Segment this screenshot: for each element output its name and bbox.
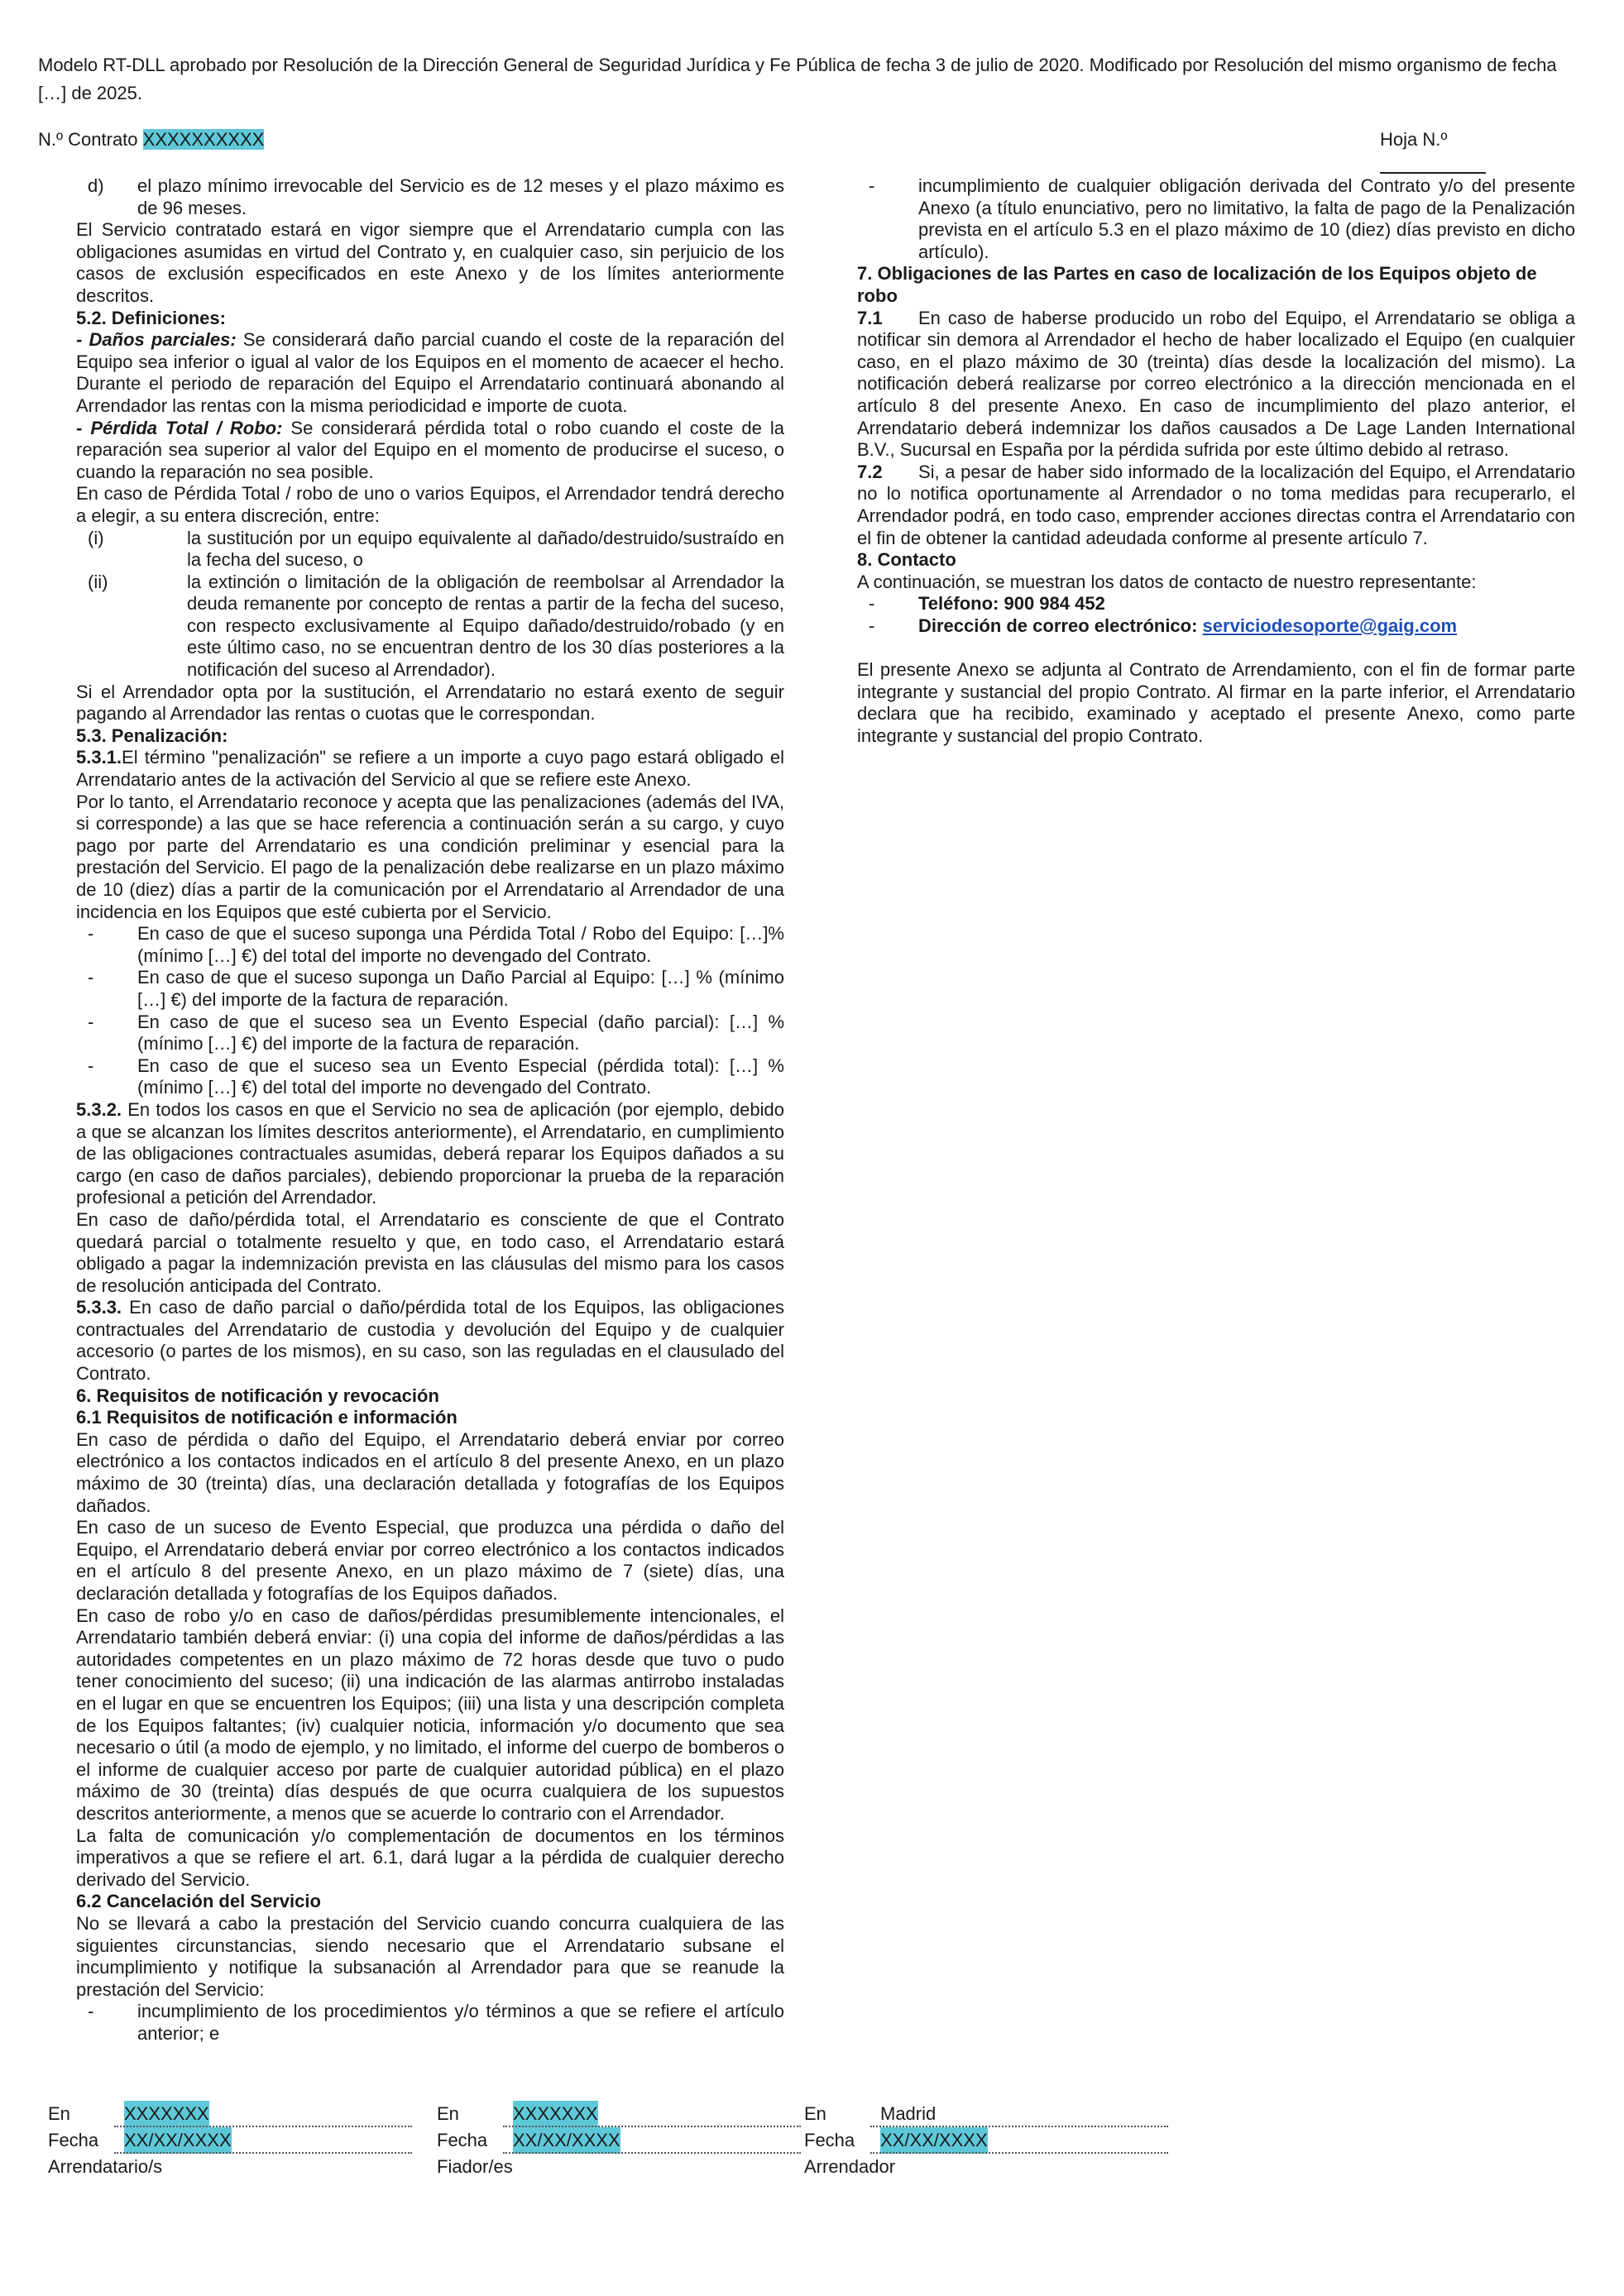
heading-8: 8. Contacto — [857, 549, 956, 571]
dash-bullet: - — [869, 615, 875, 636]
clause-text: Si, a pesar de haber sido informado de la localización del Equipo, el Arrendatario no lo notifica oportunamente al Arrendador o no toma medidas para recuperarlo, el Arrendador podrá, en todo caso, emprender acciones directas contra el Arrendatario con el fin de obtener la cantidad adeudada conforme al presente artículo 7. — [857, 461, 1575, 548]
penalty-item — [76, 923, 784, 967]
cancel-item — [857, 175, 1575, 263]
fecha-label: Fecha — [48, 2130, 99, 2150]
email-link[interactable]: serviciodesoporte@gaig.com — [1202, 615, 1458, 636]
spacer — [857, 637, 1575, 659]
dash-bullet: - — [88, 923, 94, 945]
paragraph-final: El presente Anexo se adjunta al Contrato de Arrendamiento, con el fin de formar parte integrante y sustancial del propio Contrato. Al firmar en la parte inferior, el Arrendatario declara que ha recibido, examinado y aceptado el presente Anexo, como parte integrante y sustancial del propio Contrato. — [857, 659, 1575, 746]
heading-6-1: 6.1 Requisitos de notificación e información — [76, 1407, 457, 1428]
paragraph-eleccion: En caso de Pérdida Total / robo de uno o varios Equipos, el Arrendador tendrá derecho a elegir, a su entera discreción, entre: — [76, 483, 784, 526]
fecha-label: Fecha — [437, 2130, 488, 2150]
clause-text: En caso de haberse producido un robo del Equipo, el Arrendatario se obliga a notificar sin demora al Arrendador el hecho de haber localizado el Equipo (en cualquier caso, en el plazo máximo de 30 (treinta) días desde la localización del mismo). La notificación deberá realizarse por correo electrónico a la dirección mencionada en el artículo 8 del presente Anexo. En caso de incumplimiento del plazo anterior, el Arrendatario deberá indemnizar los daños causados a De Lage Landen International B.V., Sucursal en España por la pérdida sufrida por este último debido al retraso. — [857, 307, 1575, 461]
date-field[interactable]: XX/XX/XXXX — [513, 2127, 620, 2154]
clause-number: 7.1 — [857, 307, 883, 328]
paragraph-por-lo-tanto: Por lo tanto, el Arrendatario reconoce y acepta que las penalizaciones (además del IVA, si corresponde) a las que se hace referencia a continuación serán a su cargo, y cuyo pago por parte del Arrendatario es una condición preliminar y esencial para la prestación del Servicio. El pago de la penalización debe realizarse en un plazo máximo de 10 (diez) días a partir de la comunicación por el Arrendatario al Arrendador de una incidencia en los Equipos que esté cubierta por el Servicio. — [76, 791, 784, 922]
dash-bullet: - — [88, 967, 94, 988]
right-column — [857, 175, 1575, 747]
list-text: la extinción o limitación de la obligación de reembolsar al Arrendador la deuda remanente por concepto de rentas a partir de la fecha del suceso, con respecto exclusivamente al Equipo dañado/destruido/robado (y en este último caso, no se encuentran dentro de los 30 días posteriores a la notificación del suceso al Arrendador). — [187, 571, 784, 681]
list-text: el plazo mínimo irrevocable del Servicio es de 12 meses y el plazo máximo es de 96 meses. — [137, 175, 784, 218]
definition-text: Se considerará pérdida total o robo cuando el coste de la reparación sea superior al valor del Equipo en el momento de producirse el suceso, o cuando la reparación no sea posible. — [76, 417, 784, 482]
penalty-item — [76, 967, 784, 1011]
clause-text: El término "penalización" se refiere a un importe a cuyo pago estará obligado el Arrendatario antes de la activación del Servicio al que se refiere este Anexo. — [76, 747, 784, 791]
signature-block-arrendatario — [48, 2101, 412, 2180]
signature-block-fiador — [437, 2101, 801, 2180]
sheet-number — [1380, 126, 1527, 182]
cancel-item — [76, 2001, 784, 2045]
list-text: incumplimiento de los procedimientos y/o términos a que se refiere el artículo anterior; e — [137, 2001, 784, 2044]
paragraph-6-1-a: En caso de pérdida o daño del Equipo, el Arrendatario deberá enviar por correo electrónico a los contactos indicados en el artículo 8 del presente Anexo, en un plazo máximo de 30 (treinta) días, una declaración detallada y fotografías de los Equipos dañados. — [76, 1428, 784, 1516]
list-marker: (ii) — [88, 571, 108, 592]
list-text: En caso de que el suceso suponga una Pérdida Total / Robo del Equipo: […]% (mínimo […] €) del total del importe no devengado del Contrato. — [137, 923, 784, 966]
sheet-label: Hoja N.º — [1380, 129, 1448, 150]
clause-text: En caso de daño parcial o daño/pérdida total de los Equipos, las obligaciones contractuales del Arrendatario de custodia y devolución del Equipo y de cualquier accesorio (o partes de los mismos), en su caso, son las reguladas en el clausulado del Contrato. — [76, 1297, 784, 1385]
paragraph-6-1-b: En caso de un suceso de Evento Especial, que produzca una pérdida o daño del Equipo, el Arrendatario deberá enviar por correo electrónico a los contactos indicados en el artículo 8 del presente Anexo, en un plazo máximo de 7 (siete) días, una declaración detallada y fotografías de los Equipos dañados. — [76, 1517, 784, 1604]
en-label: En — [437, 2103, 459, 2124]
heading-5-2: 5.2. Definiciones: — [76, 307, 226, 328]
heading-5-3: 5.3. Penalización: — [76, 725, 228, 746]
list-text: la sustitución por un equipo equivalente al dañado/destruido/sustraído en la fecha del suceso, o — [187, 527, 784, 571]
clause-5-3-1 — [76, 747, 784, 791]
role-label: Arrendatario/s — [48, 2156, 163, 2177]
paragraph-6-2: No se llevará a cabo la prestación del Servicio cuando concurra cualquiera de las siguientes circunstancias, siendo necesario que el Arrendatario subsane el incumplimiento y notifique la subsanación al Arrendador para que se reanude la prestación del Servicio: — [76, 1912, 784, 2000]
list-marker: (i) — [88, 527, 104, 548]
heading-6: 6. Requisitos de notificación y revocación — [76, 1385, 439, 1406]
definition-text: Se considerará daño parcial cuando el coste de la reparación del Equipo sea inferior o igual al valor de los Equipos en el momento de acaecer el hecho. Durante el periodo de reparación del Equipo el Arrendatario continuará abonando al Arrendador las rentas con la misma periodicidad e importe de cuota. — [76, 329, 785, 416]
signature-block-arrendador — [804, 2101, 1168, 2180]
paragraph-sustitucion: Si el Arrendador opta por la sustitución, el Arrendatario no estará exento de seguir pagando al Arrendador las rentas o cuotas que le correspondan. — [76, 681, 784, 725]
paragraph-6-1-d: La falta de comunicación y/o complementación de documentos en los términos imperativos a que se refiere el art. 6.1, dará lugar a la pérdida de cualquier derecho derivado del Servicio. — [76, 1825, 784, 1890]
clause-7-2 — [857, 462, 1575, 549]
contract-number-field[interactable]: XXXXXXXXXX — [142, 129, 265, 150]
penalty-item — [76, 1055, 784, 1099]
date-field[interactable]: XX/XX/XXXX — [880, 2127, 988, 2154]
paragraph-8: A continuación, se muestran los datos de contacto de nuestro representante: — [857, 571, 1477, 592]
clause-text: En todos los casos en que el Servicio no sea de aplicación (por ejemplo, debido a que se alcanzan los límites descritos anteriormente), el Arrendatario, en cumplimiento de las obligaciones contractuales asumidas, deberá reparar los Equipos dañados a su cargo (en caso de daños parciales), debiendo proporcionar la prueba de la reparación profesional a petición del Arrendador. — [76, 1098, 784, 1208]
definition-danos-parciales — [76, 329, 784, 417]
paragraph-6-1-c: En caso de robo y/o en caso de daños/pérdidas presumiblemente intencionales, el Arrendatario también deberá enviar: (i) una copia del informe de daños/pérdidas a las autoridades competentes en un plazo máximo de 72 horas desde que tuvo o pudo tener conocimiento del suceso; (ii) una indicación de las alarmas antirrobo instaladas en el lugar en que se encuentren los Equipos; (iii) una lista y una descripción completa de los Equipos faltantes; (iv) cualquier noticia, información y/o documento que sea necesario o útil (a modo de ejemplo, y no limitado, el informe del cuerpo de bomberos o el informe de cualquier acceso por parte de cualquier autoridad pública) en el plazo máximo de 30 (treinta) días después de que ocurra cualquiera de los supuestos descritos anteriormente, a menos que se acuerde lo contrario con el Arrendador. — [76, 1605, 784, 1824]
list-text: En caso de que el suceso sea un Evento Especial (daño parcial): […] % (mínimo […] €) del importe de la factura de reparación. — [137, 1011, 784, 1055]
definition-perdida-total — [76, 418, 784, 484]
model-note: Modelo RT-DLL aprobado por Resolución de la Dirección General de Seguridad Jurídica y Fe Pública de fecha 3 de julio de 2020. Modificado por Resolución del mismo organismo de fecha […] de 2025. — [38, 55, 1557, 103]
clause-number: 7.2 — [857, 461, 883, 482]
list-text: incumplimiento de cualquier obligación derivada del Contrato y/o del presente Anexo (a título enunciativo, pero no limitativo, la falta de pago de la Penalización prevista en el artículo 5.3 en el plazo máximo de 10 (diez) días previsto en dicho artículo). — [918, 175, 1575, 262]
date-field[interactable]: XX/XX/XXXX — [124, 2127, 232, 2154]
en-label: En — [48, 2103, 70, 2124]
en-label: En — [804, 2103, 826, 2124]
dash-bullet: - — [88, 2001, 94, 2022]
contract-meta-row — [38, 126, 1527, 154]
sheet-number-field[interactable] — [1380, 154, 1486, 174]
paragraph-dano-total: En caso de daño/pérdida total, el Arrendatario es consciente de que el Contrato quedará parcial o totalmente resuelto y que, en todo caso, el Arrendatario estará obligado a pagar la indemnización prevista en las cláusulas del mismo para los casos de resolución anticipada del Contrato. — [76, 1208, 784, 1296]
clause-7-1 — [857, 308, 1575, 462]
dash-bullet: - — [88, 1011, 94, 1032]
heading-6-2: 6.2 Cancelación del Servicio — [76, 1891, 321, 1912]
heading-7: 7. Obligaciones de las Partes en caso de localización de los Equipos objeto de robo — [857, 263, 1537, 306]
place-field[interactable]: XXXXXXX — [124, 2101, 209, 2127]
contact-phone — [857, 593, 1575, 615]
role-label: Fiador/es — [437, 2156, 513, 2177]
dash-bullet: - — [869, 175, 875, 196]
dash-bullet: - — [869, 593, 875, 615]
clause-5-3-3 — [76, 1297, 784, 1385]
definition-term: - Daños parciales: — [76, 329, 237, 351]
list-item-d — [76, 175, 784, 219]
list-marker: d) — [88, 175, 104, 196]
clause-5-3-2 — [76, 1099, 784, 1209]
phone-text: Teléfono: 900 984 452 — [918, 593, 1105, 615]
place-field[interactable]: Madrid — [880, 2103, 937, 2124]
fecha-label: Fecha — [804, 2130, 855, 2150]
list-item-i — [76, 528, 784, 572]
definition-term: - Pérdida Total / Robo: — [76, 417, 283, 438]
penalty-item — [76, 1012, 784, 1055]
clause-number: 5.3.2. — [76, 1098, 122, 1120]
contact-email — [857, 615, 1575, 638]
left-column — [76, 175, 784, 2045]
email-label: Dirección de correo electrónico: — [918, 615, 1203, 636]
list-text: En caso de que el suceso sea un Evento Especial (pérdida total): […] % (mínimo […] €) del total del importe no devengado del Contrato. — [137, 1055, 784, 1098]
clause-number: 5.3.3. — [76, 1297, 122, 1318]
clause-number: 5.3.1. — [76, 747, 122, 768]
role-label: Arrendador — [804, 2156, 896, 2177]
list-item-ii — [76, 572, 784, 682]
contract-label: N.º Contrato — [38, 129, 138, 150]
place-field[interactable]: XXXXXXX — [513, 2101, 598, 2127]
list-text: En caso de que el suceso suponga un Daño Parcial al Equipo: […] % (mínimo […] €) del importe de la factura de reparación. — [137, 967, 784, 1010]
dash-bullet: - — [88, 1055, 94, 1076]
paragraph-vigor: El Servicio contratado estará en vigor siempre que el Arrendatario cumpla con las obligaciones asumidas en virtud del Contrato y, en cualquier caso, sin perjuicio de los casos de exclusión especificados en este Anexo y de los límites anteriormente descritos. — [76, 219, 784, 306]
